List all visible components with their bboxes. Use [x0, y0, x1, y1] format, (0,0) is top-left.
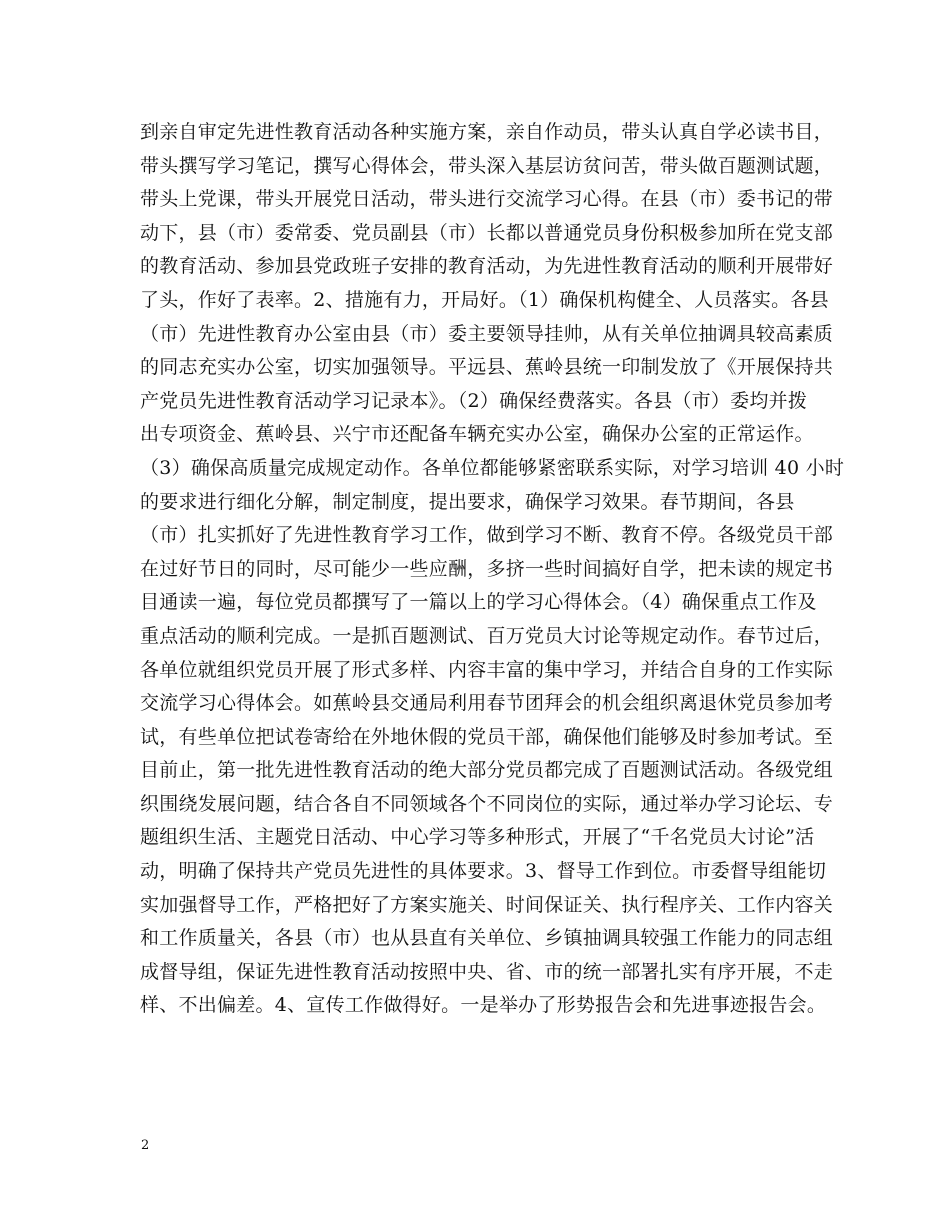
text-line: 重点活动的顺利完成。一是抓百题测试、百万党员大讨论等规定动作。春节过后，	[140, 624, 834, 647]
text-line: 各单位就组织党员开展了形式多样、内容丰富的集中学习，并结合自身的工作实际	[140, 658, 834, 681]
text-line: 目通读一遍，每位党员都撰写了一篇以上的学习心得体会。（4）确保重点工作及	[140, 591, 817, 614]
text-line: （市）先进性教育办公室由县（市）委主要领导挂帅，从有关单位抽调具较高素质	[140, 322, 834, 345]
text-line: 了头，作好了表率。2、措施有力，开局好。（1）确保机构健全、人员落实。各县	[140, 288, 829, 311]
text-line: （市）扎实抓好了先进性教育学习工作，做到学习不断、教育不停。各级党员干部	[140, 524, 834, 547]
text-line: 题组织生活、主题党日活动、中心学习等多种形式，开展了“千名党员大讨论”活	[140, 826, 815, 849]
page-number: 2	[141, 1138, 150, 1153]
text-line: 在过好节日的同时，尽可能少一些应酬，多挤一些时间搞好自学，把未读的规定书	[140, 557, 834, 580]
text-line: 的教育活动、参加县党政班子安排的教育活动，为先进性教育活动的顺利开展带好	[140, 255, 834, 278]
text-line: 样、不出偏差。4、宣传工作做得好。一是举办了形势报告会和先进事迹报告会。	[140, 994, 827, 1017]
text-line: 出专项资金、蕉岭县、兴宁市还配备车辆充实办公室，确保办公室的正常运作。	[140, 423, 814, 446]
text-line: 带头上党课，带头开展党日活动，带头进行交流学习心得。在县（市）委书记的带	[140, 188, 834, 211]
text-line: 到亲自审定先进性教育活动各种实施方案，亲自作动员，带头认真自学必读书目，	[140, 121, 834, 143]
body-text	[140, 116, 845, 1023]
text-line: 产党员先进性教育活动学习记录本》。（2）确保经费落实。各县（市）委均并拨	[140, 389, 808, 412]
text-line: （3）确保高质量完成规定动作。各单位都能够紧密联系实际，对学习培训 40 小时	[140, 456, 845, 479]
text-line: 交流学习心得体会。如蕉岭县交通局利用春节团拜会的机会组织离退休党员参加考	[140, 692, 834, 715]
text-line: 动，明确了保持共产党员先进性的具体要求。3、督导工作到位。市委督导组能切	[140, 860, 827, 883]
text-line: 实加强督导工作，严格把好了方案实施关、时间保证关、执行程序关、工作内容关	[140, 893, 834, 916]
text-line: 和工作质量关，各县（市）也从县直有关单位、乡镇抽调具较强工作能力的同志组	[140, 927, 834, 950]
text-line: 试，有些单位把试卷寄给在外地休假的党员干部，确保他们能够及时参加考试。至	[140, 725, 834, 748]
text-line: 织围绕发展问题，结合各自不同领域各个不同岗位的实际，通过举办学习论坛、专	[140, 792, 834, 815]
text-line: 目前止，第一批先进性教育活动的绝大部分党员都完成了百题测试活动。各级党组	[140, 759, 834, 782]
text-line: 成督导组，保证先进性教育活动按照中央、省、市的统一部署扎实有序开展，不走	[140, 960, 834, 983]
text-line: 带头撰写学习笔记，撰写心得体会，带头深入基层访贫问苦，带头做百题测试题，	[140, 154, 834, 177]
text-line: 的要求进行细化分解，制定制度，提出要求，确保学习效果。春节期间，各县	[140, 490, 795, 513]
text-line: 动下，县（市）委常委、党员副县（市）长都以普通党员身份积极参加所在党支部	[140, 221, 834, 244]
text-line: 的同志充实办公室，切实加强领导。平远县、蕉岭县统一印制发放了《开展保持共	[140, 356, 834, 379]
